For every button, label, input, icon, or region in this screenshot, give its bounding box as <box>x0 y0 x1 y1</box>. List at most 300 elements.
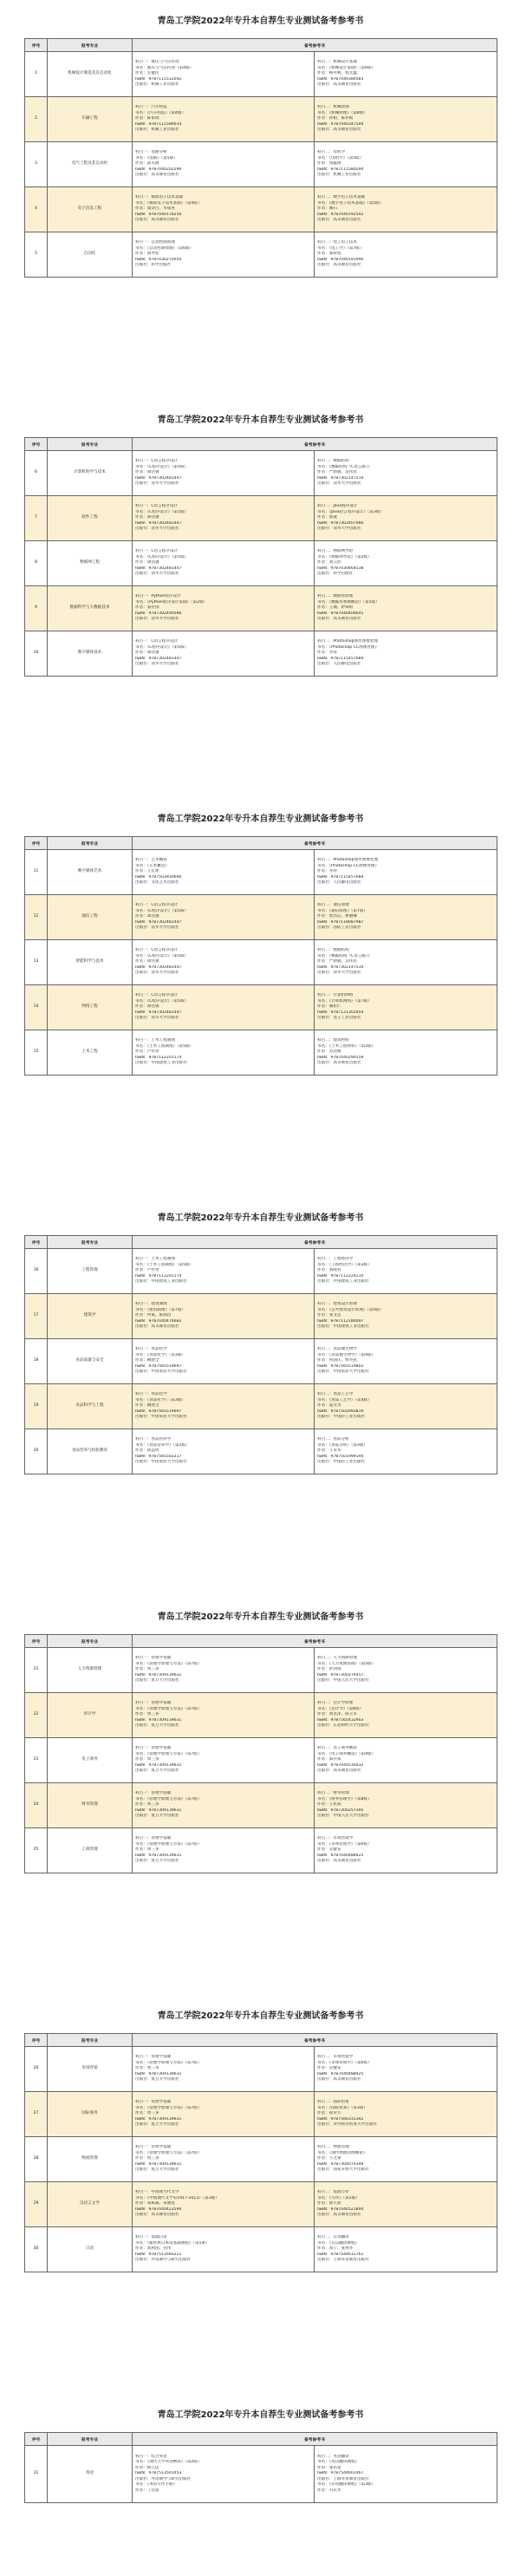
book-line: 作者：杨可桢，程光蕴 <box>317 71 357 76</box>
book-line: 科目一：C语言程序设计 <box>135 993 179 998</box>
book-line: ISBN：9787302481447 <box>135 964 182 970</box>
page-section <box>24 814 497 1076</box>
book-line: 科目二：Photoshop图形图像处理 <box>317 858 379 863</box>
book-line: ISBN：9787040202296 <box>135 167 182 172</box>
major-name: 汉语言文学 <box>48 2182 133 2227</box>
table-row <box>25 895 497 940</box>
book-line: 作者：胡寿松 <box>135 252 159 257</box>
book-line: 作者：张文忠 <box>317 1313 341 1318</box>
book-line: 出版社：国防工业出版社 <box>317 925 361 931</box>
book-line: 科目二：人力资源管理 <box>317 1656 357 1661</box>
book-line: 作者：谭浩强 <box>135 959 159 964</box>
book-line: 出版社：中国农业大学出版社 <box>135 1370 187 1375</box>
book-line: ISBN：9787309139631 <box>135 2161 182 2167</box>
major-name: 日语 <box>48 2227 133 2272</box>
book-line: 科目一：艺术概论 <box>135 858 167 863</box>
book-line: 书名：《现代物流管理概论》 <box>317 2150 367 2155</box>
book-line: 出版社：清华大学出版社 <box>135 1016 179 1021</box>
row-number: 24 <box>25 1783 48 1828</box>
book-line: 出版社：复旦大学出版社 <box>135 1769 179 1774</box>
book-line: ISBN：9787302407980 <box>317 520 364 526</box>
major-name: 计算机科学与技术 <box>48 451 133 496</box>
book-line: 出版社：复旦大学出版社 <box>135 2122 179 2128</box>
book-line: ISBN：9787503930690 <box>135 874 182 879</box>
book-line: 书名：《Java语言程序设计》（第3版） <box>317 509 384 514</box>
book-line: 书名：《C程序设计》（第5版） <box>135 644 189 650</box>
major-name: 食品科学与工程 <box>48 1384 133 1429</box>
book-line: 作者：谭浩强 <box>135 1004 159 1010</box>
book-line: ISBN：9787300257395 <box>317 1808 364 1813</box>
book-line: 书名：《现代大学英语精读》（第2版） <box>135 2460 202 2465</box>
book-line: 书名：《食品化学》（第3版） <box>135 1352 186 1357</box>
row-number: 17 <box>25 1294 48 1339</box>
book-line: 书名：《写作》（第2版） <box>317 2195 360 2200</box>
row-number: 30 <box>25 2227 48 2272</box>
book-line: ISBN：9787302490586 <box>135 611 182 616</box>
book-info-right <box>315 1648 497 1693</box>
book-line: 书名：《新经典日本语基础教程》（第1册） <box>135 2240 210 2246</box>
book-line: 科目二：财务管理 <box>317 1791 349 1796</box>
book-line: 作者：何斌，陈锦昌 <box>135 1313 172 1318</box>
table-row <box>25 850 497 895</box>
book-line: 出版社：东北财经大学出版社 <box>317 1723 369 1729</box>
book-line: 书名：《数据结构（C语言版）》 <box>317 464 372 469</box>
book-line: 科目一：食品化学 <box>135 1392 167 1397</box>
book-line: 出版社：科学出版社 <box>135 263 172 268</box>
table-row <box>25 451 497 496</box>
book-line: 作者：阚建全 <box>135 1358 159 1363</box>
book-line: 作者：李涛 <box>317 651 337 656</box>
book-line: 书名：《电机学》（第5版） <box>317 155 364 160</box>
table-row <box>25 1339 497 1384</box>
book-line: 作者：丁往道 <box>135 2488 159 2493</box>
table-header-row <box>25 1236 497 1249</box>
book-line: ISBN：9787111512042 <box>135 76 182 82</box>
row-number: 22 <box>25 1693 48 1738</box>
book-line: ISBN：9787302481447 <box>135 520 182 526</box>
book-info-left <box>133 1783 315 1828</box>
book-line: 书名：《通信原理》（第7版） <box>317 908 368 913</box>
header-major: 报考专业 <box>48 1236 133 1249</box>
book-line: 作者：李涛 <box>317 869 337 874</box>
book-line: 科目一：自动控制原理 <box>135 240 175 245</box>
book-line: 科目一：食品化学 <box>135 1347 167 1352</box>
table-header-row <box>25 837 497 850</box>
major-name: 智能科学与技术 <box>48 940 133 985</box>
book-line: 出版社：中国建筑工业出版社 <box>135 1279 187 1285</box>
book-line: 出版社：人民邮电出版社 <box>317 880 361 886</box>
page-title: 青岛工学院2022年专升本自荐生专业测试备考参考书 <box>157 16 364 26</box>
major-name: 建筑学 <box>48 1294 133 1339</box>
book-line: ISBN：9787040516432 <box>317 1762 364 1768</box>
book-line: 出版社：中国建筑工业出版社 <box>135 1061 187 1066</box>
book-line: 作者：周三多 <box>135 2066 159 2071</box>
row-number: 2 <box>25 97 48 142</box>
table-row <box>25 2182 497 2227</box>
row-number: 4 <box>25 187 48 232</box>
table-row <box>25 142 497 187</box>
book-line: 书名：《中国现代文学史1917-2013》（第3版） <box>135 2195 219 2200</box>
header-books: 备考参考书 <box>133 1236 497 1249</box>
book-line: 科目二：市场营销学 <box>317 2055 354 2060</box>
book-info-right <box>315 97 497 142</box>
row-number: 1 <box>25 52 48 97</box>
table-header-row <box>25 2034 497 2047</box>
row-number: 6 <box>25 451 48 496</box>
book-line: 作者：孙桓，陈作模 <box>317 116 354 121</box>
table-row <box>25 97 497 142</box>
book-line: 出版社：中国建筑工业出版社 <box>317 1324 369 1330</box>
book-line: 出版社：清华大学出版社 <box>135 617 179 622</box>
book-line: 出版社：中国轻工业出版社 <box>317 1415 366 1420</box>
row-number: 29 <box>25 2182 48 2227</box>
book-line: 作者：谭浩强 <box>135 651 159 656</box>
book-line: 作者：王珊，萨师煊 <box>317 605 354 611</box>
book-line: 科目一：基础日语 <box>135 2235 167 2240</box>
book-line: 书名：《实用翻译教程》（第3版） <box>317 2482 376 2488</box>
book-line: 作者：樊昌信，曹丽娜 <box>317 914 357 919</box>
book-line: 科目二：食品微生物学 <box>317 1347 357 1352</box>
table-row <box>25 1030 497 1076</box>
row-number: 8 <box>25 541 48 586</box>
book-line: 科目一：土木工程制图 <box>135 1038 175 1043</box>
book-line: ISBN：9787040178256 <box>135 212 182 217</box>
book-line: 出版社：复旦大学出版社 <box>135 2077 179 2082</box>
book-line: ISBN：9787030464538 <box>317 566 364 571</box>
header-major: 报考专业 <box>48 1635 133 1648</box>
row-number: 14 <box>25 985 48 1030</box>
book-line: 科目一：食品营养学 <box>135 1437 172 1442</box>
table-row <box>25 232 497 278</box>
book-info-right <box>315 1693 497 1738</box>
major-name: 网络工程 <box>48 985 133 1030</box>
book-line: ISBN：9787040488425 <box>317 2071 364 2076</box>
header-books: 备考参考书 <box>133 837 497 850</box>
book-info-right <box>315 631 497 677</box>
major-name: 食品营养与检验教育 <box>48 1429 133 1474</box>
book-line: 出版社：外语教学与研究出版社 <box>135 2476 192 2481</box>
book-info-left <box>133 232 315 278</box>
book-info-left <box>133 631 315 677</box>
book-info-right <box>315 541 497 586</box>
book-info-left <box>133 2092 315 2137</box>
book-line: 书名：《管理学原理与方法》（第7版） <box>135 2105 202 2110</box>
book-line: 科目一：C语言程序设计 <box>135 504 179 509</box>
book-line: 出版社：中国轻工业出版社 <box>317 1460 366 1465</box>
page-section <box>24 16 497 278</box>
book-info-right <box>315 2047 497 2092</box>
book-line: 作者：卢传贤 <box>135 1049 159 1055</box>
book-line: 作者：朱栋霖，朱晓进 <box>135 2201 175 2207</box>
book-line: 作者：刘云浩 <box>317 560 341 566</box>
book-line: ISBN：9787544601467 <box>317 2471 364 2476</box>
book-line: 科目一：管理学基础 <box>135 1656 172 1661</box>
book-line: 出版社：高等教育出版社 <box>317 218 361 223</box>
header-major: 报考专业 <box>48 2034 133 2047</box>
book-line: ISBN：9787544615761 <box>317 2252 364 2257</box>
header-books: 备考参考书 <box>133 2034 497 2047</box>
book-line: 科目一：管理学基础 <box>135 1791 172 1796</box>
book-line: 作者：孙远明 <box>135 1448 159 1454</box>
book-line: ISBN：9787030270054 <box>135 257 182 262</box>
book-info-right <box>315 232 497 278</box>
book-line: ISBN：9787565519697 <box>135 1409 182 1414</box>
book-line: 作者：彭剑锋 <box>317 1667 341 1672</box>
table-row <box>25 940 497 985</box>
reference-table <box>24 2033 497 2272</box>
major-name: 电气工程及其自动化 <box>48 142 133 187</box>
book-info-right <box>315 2182 497 2227</box>
book-line: 科目二：工程经济学 <box>317 1257 354 1262</box>
book-info-left <box>133 52 315 97</box>
book-info-right <box>315 1249 497 1294</box>
book-info-right <box>315 496 497 541</box>
book-line: ISBN：9787501999194 <box>317 1454 364 1459</box>
book-line: 作者：刘利国，宫伟 <box>135 2246 172 2252</box>
book-line: 书名：《土木工程材料》（第2版） <box>317 1043 376 1049</box>
book-line: 科目一：模拟电子技术基础 <box>135 195 184 200</box>
book-line: 作者：薛荣久 <box>317 2111 341 2116</box>
page-title: 青岛工学院2022年专升本自荐生专业测试备考参考书 <box>157 2410 364 2420</box>
book-line: 作者：刘永泽，陈立军 <box>317 1712 357 1717</box>
book-line: 作者：何国庆，贾英民 <box>317 1358 357 1363</box>
book-info-left <box>133 1648 315 1693</box>
book-line: 出版社：复旦大学出版社 <box>135 1678 179 1684</box>
book-line: 出版社：复旦大学出版社 <box>135 1859 179 1864</box>
table-row <box>25 52 497 97</box>
book-line: 科目一：电路分析 <box>135 150 167 155</box>
book-line: 科目二：英语翻译 <box>317 2455 349 2460</box>
book-line: 科目一：C语言程序设计 <box>135 948 179 953</box>
row-number: 7 <box>25 496 48 541</box>
book-info-right <box>315 451 497 496</box>
row-number: 23 <box>25 1738 48 1783</box>
book-line: 出版社：中国建筑工业出版社 <box>317 1279 369 1285</box>
book-line: ISBN：9787040488425 <box>317 1853 364 1858</box>
book-line: 科目二：日语翻译 <box>317 2235 349 2240</box>
table-row <box>25 586 497 631</box>
book-line: ISBN：9787302481447 <box>135 919 182 925</box>
header-no: 序号 <box>25 438 48 451</box>
book-line: 作者：童诗白，华成英 <box>135 206 175 212</box>
book-info-left <box>133 1429 315 1474</box>
book-info-left <box>133 2446 315 2503</box>
book-line: ISBN：9787513501453 <box>135 2471 182 2476</box>
major-name: 机械设计制造及其自动化 <box>48 52 133 97</box>
book-line: 科目一：建筑制图 <box>135 1302 167 1307</box>
major-name: 土木工程 <box>48 1030 133 1076</box>
header-major: 报考专业 <box>48 2433 133 2446</box>
book-line: ISBN：9787566315342 <box>317 2116 364 2122</box>
book-line: ISBN：9787309139631 <box>135 2116 182 2122</box>
book-line: 书名：《电子商务概论》（第4版） <box>317 1751 376 1756</box>
book-line: 科目二：建筑设计原理 <box>317 1302 357 1307</box>
book-line: 出版社：清华大学出版社 <box>135 526 179 532</box>
book-line: 出版社：高等教育出版社 <box>317 263 361 268</box>
book-line: ISBN：9787501993819 <box>317 1409 364 1414</box>
book-line: 科目一：管理学基础 <box>135 1836 172 1841</box>
book-line: 出版社：高等教育出版社 <box>317 1859 361 1864</box>
book-line: 科目一：C语言程序设计 <box>135 903 179 908</box>
book-line: 作者：谭浩强 <box>135 560 159 566</box>
book-line: ISBN：9787112224210 <box>317 1273 364 1278</box>
book-line: ISBN：9787302147510 <box>317 475 364 481</box>
book-line: 作者：周三多 <box>135 1802 159 1808</box>
row-number: 12 <box>25 895 48 940</box>
book-line: 出版社：高等教育出版社 <box>317 127 361 133</box>
book-line: 作者：高宁，张秀华 <box>317 2246 354 2252</box>
book-info-left <box>133 496 315 541</box>
book-info-right <box>315 1294 497 1339</box>
book-info-left <box>133 586 315 631</box>
book-info-left <box>133 2047 315 2092</box>
row-number: 25 <box>25 1828 48 1873</box>
table-row <box>25 2227 497 2272</box>
major-name: 食品质量与安全 <box>48 1339 133 1384</box>
book-info-left <box>133 2182 315 2227</box>
page-section <box>24 415 497 677</box>
row-number: 13 <box>25 940 48 985</box>
book-line: 作者：吴健安 <box>317 1847 341 1853</box>
book-line: 作者：邵兵家 <box>317 1757 341 1762</box>
book-line: 书名：《物联网导论》（第2版） <box>317 554 372 559</box>
book-line: 出版社：中国农业大学出版社 <box>135 1460 187 1465</box>
reference-table <box>24 2432 497 2503</box>
book-line: ISBN：9787302147510 <box>317 964 364 970</box>
book-line: 作者：谭浩强 <box>135 470 159 475</box>
header-no: 序号 <box>25 837 48 850</box>
book-line: 书名：《土木工程制图》（第5版） <box>135 1043 194 1049</box>
book-line: ISBN：9787040476682 <box>135 1318 182 1324</box>
book-info-right <box>315 895 497 940</box>
book-line: 书名：《电路》（第5版） <box>135 155 178 160</box>
book-line: 出版社：对外经济贸易大学出版社 <box>317 2122 377 2128</box>
table-row <box>25 2047 497 2092</box>
book-line: 书名：《人力资源管理》（第5版） <box>317 1661 376 1666</box>
book-info-left <box>133 1249 315 1294</box>
book-line: 出版社：中国农业大学出版社 <box>317 1370 369 1375</box>
major-name: 国际商务 <box>48 2092 133 2137</box>
book-line: 出版社：高等教育出版社 <box>317 2077 361 2082</box>
book-line: 出版社：文化艺术出版社 <box>135 880 179 886</box>
book-line: 出版社：清华大学出版社 <box>317 526 361 532</box>
book-line: ISBN：9787040406641 <box>317 611 364 616</box>
book-line: 书名：《市场营销学》（第6版） <box>317 2060 372 2065</box>
book-line: 作者：王化成 <box>317 1802 341 1808</box>
book-line: 出版社：复旦大学出版社 <box>135 1814 179 1819</box>
book-line: 书名：《数据库系统概论》（第5版） <box>317 599 380 605</box>
row-number: 16 <box>25 1249 48 1294</box>
major-name: 物联网工程 <box>48 541 133 586</box>
book-line: 科目二：食品工艺学 <box>317 1392 354 1397</box>
book-line: 科目一：C语言程序设计 <box>135 639 179 644</box>
book-line: ISBN：9787302481447 <box>135 1010 182 1015</box>
book-line: ISBN：9787565432903 <box>317 1717 364 1723</box>
major-name: 数据科学与大数据技术 <box>48 586 133 631</box>
book-line: ISBN：9787300276457 <box>317 1672 364 1677</box>
header-books: 备考参考书 <box>133 39 497 52</box>
book-info-right <box>315 2092 497 2137</box>
book-line: 作者：卢传贤 <box>135 1268 159 1273</box>
page-title: 青岛工学院2022年专升本自荐生专业测试备考参考书 <box>157 814 364 824</box>
book-line: ISBN：9787302481447 <box>135 656 182 661</box>
header-no: 序号 <box>25 1236 48 1249</box>
book-line: 科目二：数字电子技术基础 <box>317 195 366 200</box>
book-line: 作者：苏达根 <box>317 1049 341 1055</box>
book-line: 科目二：电工电子技术 <box>317 240 357 245</box>
book-line: 书名：《机械设计基础》（第6版） <box>317 65 376 70</box>
book-info-left <box>133 1294 315 1339</box>
book-line: 书名：《英语写作手册》 <box>135 2482 178 2488</box>
book-info-left <box>133 1384 315 1429</box>
major-name: 通信工程 <box>48 895 133 940</box>
page-title: 青岛工学院2022年专升本自荐生专业测试备考参考书 <box>157 1612 364 1622</box>
row-number: 3 <box>25 142 48 187</box>
book-line: 科目二：物流管理 <box>317 2145 349 2150</box>
book-line: ISBN：9787302481447 <box>135 475 182 481</box>
book-line: 出版社：高等教育出版社 <box>135 2213 179 2218</box>
book-line: 作者：汤蕴璆 <box>317 161 341 167</box>
book-line: ISBN：9787309139631 <box>135 1762 182 1768</box>
book-info-left <box>133 1693 315 1738</box>
book-line: 科目二：基础写作 <box>317 2190 349 2195</box>
book-line: 书名：《Photoshop CC图像处理》 <box>317 863 380 868</box>
book-info-left <box>133 985 315 1030</box>
book-line: 书名：《C程序设计》（第5版） <box>135 953 189 958</box>
header-no: 序号 <box>25 1635 48 1648</box>
major-name: 英语 <box>48 2446 133 2503</box>
book-line: 科目二：机械原理 <box>317 105 349 110</box>
book-line: 书名：《国际贸易》（第3版） <box>317 2105 368 2110</box>
book-line: 书名：《C程序设计》（第5版） <box>135 464 189 469</box>
page-section <box>24 2010 497 2272</box>
book-line: 科目二：机械设计基础 <box>317 60 357 65</box>
book-line: 科目二：市场营销学 <box>317 1836 354 1841</box>
book-line: 书名：《电工学》（第7版） <box>317 245 364 251</box>
book-line: 书名：《管理学原理与方法》（第7版） <box>135 2150 202 2155</box>
book-line: 作者：周三多 <box>135 1847 159 1853</box>
book-info-right <box>315 52 497 97</box>
book-line: 出版社：高等教育出版社 <box>135 1324 179 1330</box>
book-line: 书名：《食品营养学》（第2版） <box>135 1442 190 1448</box>
book-line: 科目一：液压与气压传动 <box>135 60 179 65</box>
book-line: ISBN：9787040384483 <box>317 76 364 82</box>
row-number: 10 <box>25 631 48 677</box>
book-line: 作者：周三多 <box>135 1712 159 1717</box>
book-line: ISBN：9787513560221 <box>135 2252 182 2257</box>
book-line: 作者：周三多 <box>135 2156 159 2161</box>
book-line: 作者：夏文水 <box>317 1403 341 1409</box>
book-line: 作者：阎石 <box>317 206 337 212</box>
book-line: 书名：《数据结构（C语言版）》 <box>317 953 372 958</box>
book-line: 书名：《C程序设计》（第5版） <box>135 509 189 514</box>
book-info-right <box>315 1384 497 1429</box>
book-info-left <box>133 940 315 985</box>
book-line: 出版社：外语教学与研究出版社 <box>135 2258 192 2263</box>
book-info-right <box>315 1828 497 1873</box>
book-info-right <box>315 2446 497 2503</box>
book-line: 出版社：高等教育出版社 <box>317 1061 361 1066</box>
book-line: 出版社：国家开放大学出版社 <box>317 2167 369 2173</box>
book-line: ISBN：9787565519802 <box>317 1363 364 1369</box>
page-section <box>24 1213 497 1474</box>
table-row <box>25 1738 497 1783</box>
book-line: 作者：郎波 <box>317 515 337 520</box>
row-number: 21 <box>25 1648 48 1693</box>
book-info-right <box>315 940 497 985</box>
book-info-right <box>315 1339 497 1384</box>
book-info-left <box>133 895 315 940</box>
